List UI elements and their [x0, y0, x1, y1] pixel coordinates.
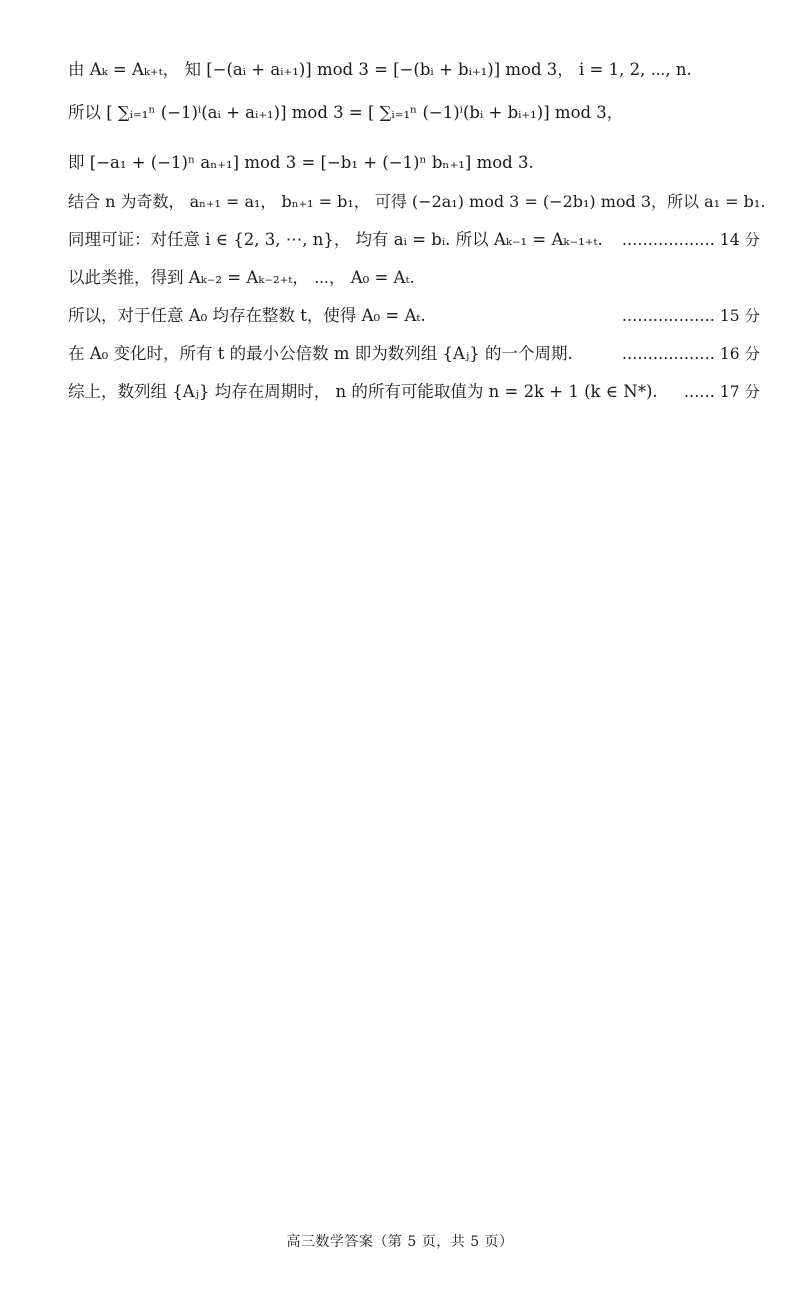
line-text: 由 Aₖ = Aₖ₊ₜ， 知 [−(aᵢ + aᵢ₊₁)] mod 3 = [−(bᵢ + bᵢ₊₁)] mod 3， i = 1, 2, ⋯, n. [68, 60, 692, 79]
proof-line-6 [68, 266, 768, 290]
score-text: …… 17 分 [683, 383, 760, 401]
score-text: ……………… 14 分 [621, 231, 760, 249]
line-text: 以此类推，得到 Aₖ₋₂ = Aₖ₋₂₊ₜ， ⋯， A₀ = Aₜ. [68, 268, 415, 287]
page-footer: 高三数学答案（第 5 页，共 5 页） [286, 1234, 514, 1250]
proof-line-3 [68, 151, 768, 175]
score-text: ……………… 15 分 [621, 307, 760, 325]
line-text: 所以，对于任意 A₀ 均存在整数 t，使得 A₀ = Aₜ. [68, 306, 426, 325]
proof-line-9 [68, 380, 768, 404]
score-marker-17 [684, 380, 760, 404]
line-text: 综上，数列组 {Aⱼ} 均存在周期时， n 的所有可能取值为 n = 2k + 1 (k ∈ N*). [68, 382, 658, 401]
score-marker-16 [622, 342, 760, 366]
proof-line-1 [68, 58, 768, 82]
line-text: 即 [−a₁ + (−1)ⁿ aₙ₊₁] mod 3 = [−b₁ + (−1)ⁿ bₙ₊₁] mod 3. [68, 153, 534, 172]
line-text: 所以 [ ∑ᵢ₌₁ⁿ (−1)ⁱ(aᵢ + aᵢ₊₁)] mod 3 = [ ∑ᵢ₌₁ⁿ (−1)ⁱ(bᵢ + bᵢ₊₁)] mod 3， [68, 103, 624, 122]
line-text: 在 A₀ 变化时，所有 t 的最小公倍数 m 即为数列组 {Aⱼ} 的一个周期. [68, 344, 573, 363]
proof-line-4 [68, 190, 768, 214]
line-text: 结合 n 为奇数， aₙ₊₁ = a₁， bₙ₊₁ = b₁， 可得 (−2a₁) mod 3 = (−2b₁) mod 3，所以 a₁ = b₁. [68, 192, 766, 211]
score-marker-14 [622, 228, 760, 252]
score-marker-15 [622, 304, 760, 328]
score-text: ……………… 16 分 [621, 345, 760, 363]
proof-line-2 [68, 101, 768, 125]
line-text: 同理可证：对任意 i ∈ {2, 3, ⋯, n}， 均有 aᵢ = bᵢ. 所以 Aₖ₋₁ = Aₖ₋₁₊ₜ. [68, 230, 603, 249]
